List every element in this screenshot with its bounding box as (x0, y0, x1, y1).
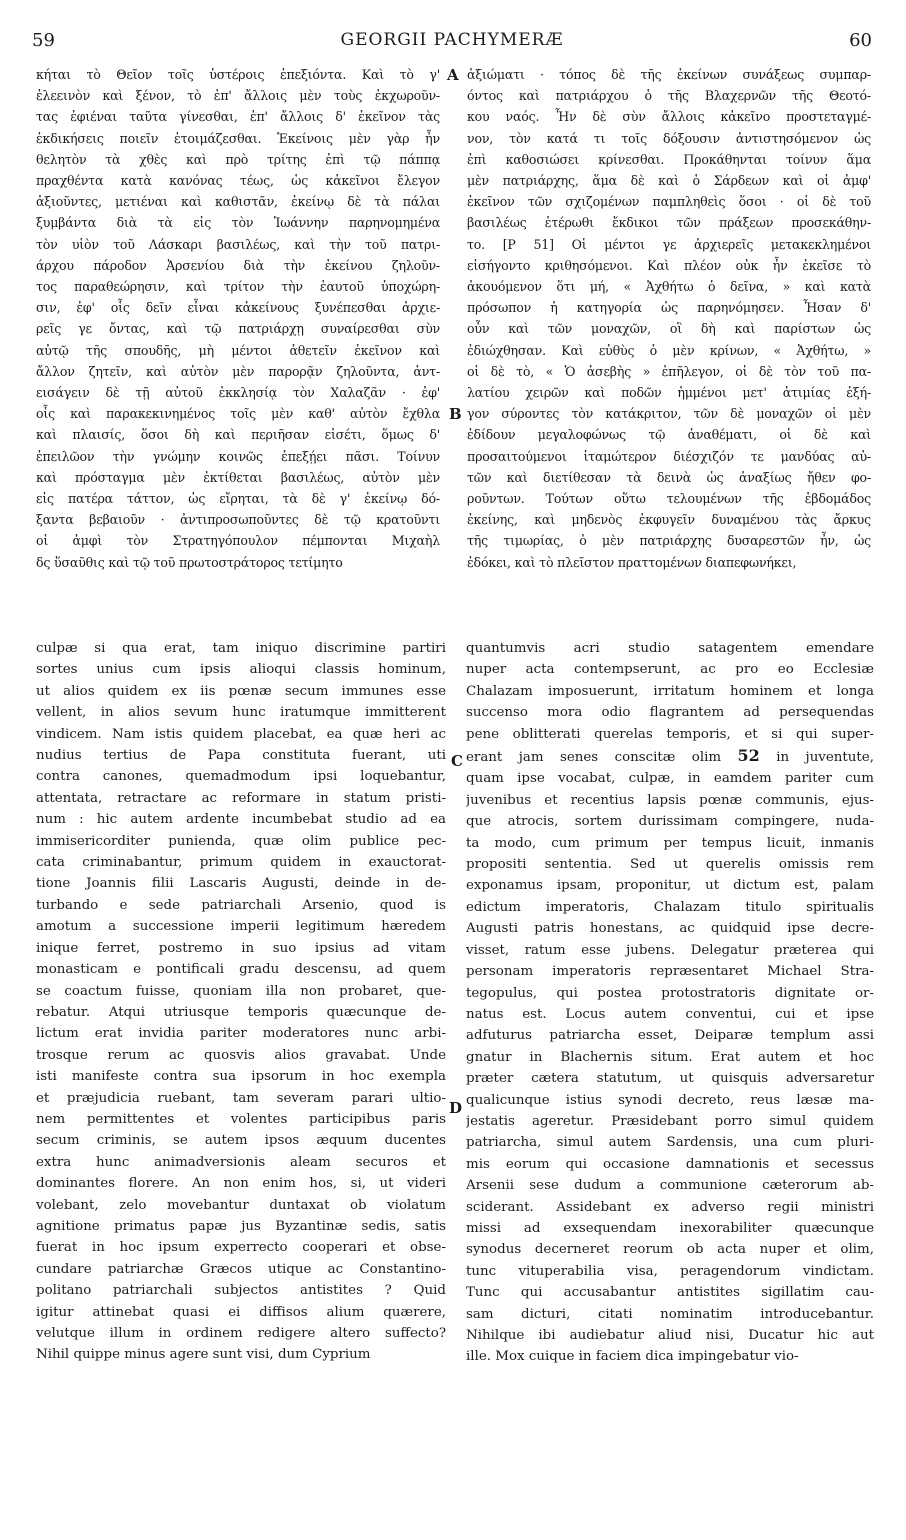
greek-line: άρχου πάροδον Ἀρσενίου διὰ τὴν ἐκείνου ζηλοῦν- (36, 257, 440, 273)
latin-line: propositi sententia. Sed ut querelis omissis rem (466, 857, 874, 873)
latin-line: se coactum fuisse, quoniam illa non probaret, que- (36, 983, 446, 999)
greek-line: ἐδόκει, καὶ τὸ πλεῖστον πραττομένων διαπεφωνήκει, (467, 554, 797, 570)
greek-line: εἰς πατέρα τάττον, ὡς εἴρηται, τὰ δὲ γ' ἐκείνῳ δό- (36, 491, 440, 507)
latin-line: visset, ratum esse jubens. Delegatur præterea qui (466, 942, 874, 958)
latin-line: quam ipse vocabat, culpæ, in eamdem pariter cum (466, 771, 874, 787)
latin-line: gnatur in Blachernis situm. Erat autem et hoc (466, 1049, 874, 1065)
greek-line: τος παραθεώρησιν, καὶ τρίτον τὴν ἑαυτοῦ ὑποχώρη- (36, 279, 440, 295)
greek-line: τῆς τιμωρίας, ὁ μὲν πατριάρχης δυσαρεστῶν ἦν, ὡς (467, 533, 871, 549)
latin-line: igitur attinebat quasi ei diffisos alium quærere, (36, 1304, 446, 1320)
margin-marker-c: C (451, 752, 463, 770)
latin-line: velutque illum in ordinem redigere altero suffecto? (36, 1326, 446, 1341)
latin-line: ille. Mox cuique in faciem dica impingebatur vio- (466, 1349, 799, 1365)
latin-line: fuerat in hoc ipsum experrecto cooperari et obse- (36, 1240, 446, 1256)
latin-line: cata criminabantur, primum quidem in exauctorat- (36, 855, 446, 871)
latin-line: præter cætera statutum, ut quisquis adversaretur (466, 1071, 874, 1087)
greek-line: δς ὕσαῦθις καὶ τῷ τοῦ πρωτοστράτορος τετίμητο (36, 554, 343, 570)
latin-line: monasticam e pontificali gradu descensu, ad quem (36, 962, 446, 978)
latin-line: ta modo, cum primum per tempus licuit, inmanis (466, 835, 874, 851)
latin-line (466, 745, 874, 768)
greek-line: μὲν πατριάρχης, ἅμα δὲ καὶ ὁ Σάρδεων καὶ οἱ ἀμφ' (467, 173, 871, 189)
latin-line: Nihilque ibi audiebatur aliud nisi, Ducatur hic aut (466, 1328, 874, 1343)
margin-marker-a: A (447, 66, 459, 84)
latin-line: succenso mora odio flagrantem ad persequendas (466, 705, 874, 721)
latin-line: sam dicturi, citati nominatim introducebantur. (466, 1306, 874, 1322)
greek-line: τας ἐφιέναι ταῦτα γίνεσθαι, ἐπ' ἄλλοις δ' ἐκεῖνον τὰς (36, 109, 440, 125)
latin-line: culpæ si qua erat, tam iniquo discrimine partiri (36, 641, 446, 656)
latin-translation-right-column (466, 638, 874, 1368)
latin-line: quantumvis acri studio satagentem emendare (466, 641, 874, 656)
margin-marker-d: D (449, 1099, 463, 1117)
latin-line-part: erant jam senes conscitæ olim (466, 750, 738, 766)
latin-line: tegopulus, qui postea protostratoris dignitate or- (466, 985, 874, 1001)
latin-line: exponamus ipsam, proponitur, ut dictum est, palam (466, 878, 874, 894)
greek-line: ἐπὶ καθοσιώσει κρίνεσθαι. Προκάθηνται τοίνυν ἅμα (467, 151, 871, 167)
bracket-page-number: 52 (737, 746, 760, 766)
latin-translation-left-column (36, 638, 446, 1366)
latin-line: Augusti patris honestans, ac quidquid ipse decre- (466, 921, 874, 937)
latin-line: agnitione primatus papæ jus Byzantinæ sedis, satis (36, 1218, 446, 1234)
greek-line: οἷς καὶ παρακεκινημένος τοῖς μὲν καθ' αὐτὸν ἔχθλα (36, 406, 440, 422)
latin-line: dominantes florere. An non enim hos, si, ut videri (36, 1176, 446, 1192)
greek-line: ξαντα βεβαιοῦν · ἀντιπροσωποῦντες δὲ τῷ κρατοῦντι (36, 512, 440, 528)
latin-line: amotum a successione imperii legitimum hæredem (36, 919, 446, 935)
greek-line: αὐτῷ τῆς σπουδῆς, μὴ μέντοι ἀθετεῖν ἐκεῖνον καὶ (36, 342, 440, 358)
latin-line: rebatur. Atqui utriusque temporis quæcunque de- (36, 1004, 446, 1020)
greek-line: καὶ πρόσταγμα μὲν ἐκτίθεται βασιλέως, αὐτὸν μὲν (36, 469, 440, 485)
latin-line: patriarcha, simul autem Sardensis, una cum pluri- (466, 1135, 874, 1151)
greek-line: ἐπειλῶον τὴν γνώμην κοινῶς ἐπεξῄει πᾶσι. Τοίνυν (36, 448, 440, 464)
latin-line: politano patriarchali subjectos antistites ? Quid (36, 1283, 446, 1299)
latin-line: nuper acta contempserunt, ac pro eo Ecclesiæ (466, 662, 874, 678)
latin-line-part: in juventute, (759, 750, 874, 766)
latin-line: pene oblitterati querelas temporis, et si qui super- (466, 726, 874, 742)
latin-line: tione Joannis filii Lascaris Augusti, deinde in de- (36, 876, 446, 892)
latin-line: personam imperatoris repræsentaret Michael Stra- (466, 964, 874, 980)
latin-line: num : hic autem ardente incumbebat studio ad ea (36, 812, 446, 828)
latin-line: que atrocis, sortem durissimam compingere, nuda- (466, 814, 874, 830)
latin-line: vindicem. Nam istis quidem placebat, ea quæ heri ac (36, 726, 446, 742)
greek-line: πρόσωπον ἡ κατηγορία ὡς παρηνόμησεν. Ἦσαν δ' (467, 300, 871, 316)
latin-line: Tunc qui accusabantur antistites sigillatim cau- (466, 1285, 874, 1301)
latin-line: vellent, in alios sevum hunc iratumque immitterent (36, 705, 446, 721)
latin-line: cundare patriarchæ Græcos utique ac Constantino- (36, 1261, 446, 1277)
greek-line: οἱ δὲ τὸ, « Ὁ ἀσεβὴς » ἐπῆλεγον, οἱ δὲ τὸν τοῦ πα- (467, 363, 871, 379)
greek-line: κου ναός. Ἦν δὲ σὺν ἄλλοις κἀκεῖνο προστεταγμέ- (467, 109, 871, 125)
latin-line: isti manifeste contra sua ipsorum in hoc exempla (36, 1069, 446, 1085)
latin-line: Chalazam imposuerunt, irritatum hominem et longa (466, 683, 874, 699)
latin-line: contra canones, quemadmodum ipsi loquebantur, (36, 769, 446, 785)
greek-line: ρεῖς γε ὄντας, καὶ τῷ πατριάρχῃ συναίρεσθαι σὺν (36, 321, 440, 337)
greek-line: εισάγειν δὲ τῇ αὐτοῦ ἐκκλησίᾳ τὸν Χαλαζᾶν · ἐφ' (36, 385, 440, 401)
latin-line: volebant, zelo movebantur duntaxat ob violatum (36, 1197, 446, 1213)
greek-line: νον, τὸν κατά τι τοῖς δόξουσιν ἀντιστησόμενον ὡς (467, 130, 871, 146)
latin-line: secum criminis, se autem ipsos æquum ducentes (36, 1133, 446, 1149)
latin-line: Nihil quippe minus agere sunt visi, dum Cyprium (36, 1347, 371, 1363)
greek-text-left-column (36, 64, 440, 573)
greek-line: οὖν καὶ τῶν μοναχῶν, οἳ δὴ καὶ παρίστων ὡς (467, 321, 871, 337)
greek-line: θελητὸν τὰ χθὲς καὶ πρὸ τρίτης ἐπὶ τῷ πάππᾳ (36, 151, 440, 167)
greek-line: ἀξιοῦντες, μετιέναι καὶ καθιστᾶν, ἐκείνῳ δὲ τὰ πάλαι (36, 194, 440, 210)
latin-line: extra hunc animadversionis aleam securos et (36, 1154, 446, 1170)
greek-line: όντος καὶ πατριάρχου ὁ τῆς Βλαχερνῶν τῆς Θεοτό- (467, 88, 871, 104)
greek-line: ἀκουόμενον ὅτι μή, « Ἀχθήτω ὁ δεῖνα, » καὶ κατὰ (467, 279, 871, 295)
latin-line: tunc vituperabilia visa, peragendorum vindictam. (466, 1263, 874, 1279)
greek-line: βασιλέως ἑτέρωθι ἔκδικοι τῶν πράξεων προσεκάθην- (467, 215, 871, 231)
latin-line: sciderant. Assidebant ex adverso regii ministri (466, 1199, 874, 1215)
greek-line: οἱ ἀμφὶ τὸν Στρατηγόπουλον πέμπονται Μιχαὴλ (36, 533, 440, 549)
latin-line: immisericorditer punienda, quæ olim publice pec- (36, 833, 446, 849)
greek-line: γον σύροντες τὸν κατάκριτον, τῶν δὲ μοναχῶν οἱ μὲν (467, 406, 871, 422)
latin-line: edictum imperatoris, Chalazam titulo spiritualis (466, 899, 874, 915)
greek-line: ἐδίδουν μεγαλοφώνως τῷ ἀναθέματι, οἱ δὲ καὶ (467, 427, 871, 443)
latin-line: attentata, retractare ac reformare in statum pristi- (36, 790, 446, 806)
running-title: GEORGII PACHYMERÆ (340, 30, 564, 50)
latin-line: trosque rerum ac quosvis alios gravabat. Unde (36, 1047, 446, 1063)
latin-line: mis eorum qui occasione damnationis et secessus (466, 1156, 874, 1172)
latin-line: jestatis ageretur. Præsidebant porro simul quidem (466, 1113, 874, 1129)
latin-line: inique ferret, postremo in suo ipsius ad vitam (36, 940, 446, 956)
greek-line: ἐλεεινὸν καὶ ξένον, τὸ ἐπ' ἄλλοις μὲν τοὺς ἐκχωροῦν- (36, 88, 440, 104)
latin-line: turbando e sede patriarchali Arsenio, quod is (36, 897, 446, 913)
latin-line: adfuturus patriarcha esset, Deiparæ templum assi (466, 1028, 874, 1044)
greek-line: τῶν καὶ διετίθεσαν τὰ δεινὰ ὡς ἀναξίως ἤθεν φο- (467, 469, 871, 485)
latin-line: ut alios quidem ex iis pœnæ secum immunes esse (36, 683, 446, 699)
latin-line: missi ad exsequendam inexorabiliter quæcunque (466, 1220, 874, 1236)
latin-line: nudius tertius de Papa constituta fuerant, uti (36, 748, 446, 764)
greek-line: ξυμβάντα διὰ τὰ εἰς τὸν Ἰωάννην παρηνομημένα (36, 215, 440, 231)
greek-line: εἰσήγοντο κριθησόμενοι. Καὶ πλέον οὐκ ἦν ἐκεῖσε τὸ (467, 257, 871, 273)
greek-line: πραχθέντα κατὰ κανόνας τέως, ὡς κἀκεῖνοι ἔλεγον (36, 173, 440, 189)
latin-line: Arsenii sese dudum a communione cæterorum ab- (466, 1178, 874, 1194)
margin-marker-b: B (449, 405, 462, 423)
greek-line: ἐδιώχθησαν. Καὶ εὐθὺς ὁ μὲν κρίνων, « Ἀχθήτω, » (467, 342, 871, 358)
page-header (32, 30, 872, 58)
greek-line: προσαιτούμενοι ἱταμώτερον διέσχιζόν τε μανδύας αὐ- (467, 448, 871, 464)
latin-line: qualicunque istius synodi decreto, reus læsæ ma- (466, 1092, 874, 1108)
latin-line: sortes unius cum ipsis alioqui classis hominum, (36, 662, 446, 678)
greek-line: λατίου χειρῶν καὶ ποδῶν ἡμμένοι μετ' ἀτιμίας ἐξή- (467, 385, 871, 401)
greek-line: ἀξιώματι · τόπος δὲ τῆς ἐκείνων συνάξεως συμπαρ- (467, 67, 871, 82)
greek-line: το. [P 51] Οἱ μέντοι γε ἀρχιερεῖς μετακεκλημένοι (467, 236, 871, 252)
greek-line: ροῦντων. Τούτων οὕτω τελουμένων τῆς ἑβδομάδος (467, 491, 871, 507)
page-number-right: 60 (849, 30, 872, 51)
latin-line: nem permittentes et volentes participibus paris (36, 1111, 446, 1127)
greek-line: τὸν υἱὸν τοῦ Λάσκαρι βασιλέως, καὶ τὴν τοῦ πατρι- (36, 236, 440, 252)
greek-line: ἐκδικήσεις ποιεῖν ἑτοιμάζεσθαι. Ἐκείνοις μὲν γὰρ ἦν (36, 130, 440, 146)
greek-line: σιν, ἐφ' οἷς δεῖν εἶναι κἀκείνους ξυνέπεσθαι ἀρχιε- (36, 300, 440, 316)
page-number-left: 59 (32, 30, 55, 51)
latin-line: natus est. Locus autem conventui, cui et ipse (466, 1006, 874, 1022)
latin-line: lictum erat invidia pariter moderatores nunc arbi- (36, 1026, 446, 1042)
latin-line: synodus decerneret reorum ob acta nuper et olim, (466, 1242, 874, 1258)
column-separator (36, 628, 872, 629)
greek-line: ἐκείνης, καὶ μηδενὸς ἐκφυγεῖν δυναμένου τὰς ἄρκυς (467, 512, 871, 528)
latin-line: et præjudicia ruebant, tam severam parari ultio- (36, 1090, 446, 1106)
greek-line: ἐκεῖνον τῶν σχιζομένων παμπληθεὶς ὅσοι · οἱ δὲ τοῦ (467, 194, 871, 210)
greek-line: κήται τὸ Θεῖον τοῖς ὑστέροις ἐπεξιόντα. Καὶ τὸ γ' (36, 67, 440, 82)
greek-line: ἄλλον ζητεῖν, καὶ αὐτὸν μὲν παρορᾷν ζηλοῦντα, ἀντ- (36, 363, 440, 379)
greek-line: καὶ πλαισίς, ὅσοι δὴ καὶ περιῆσαν εἰσέτι, ὅμως δ' (36, 427, 440, 443)
greek-text-right-column (467, 64, 871, 573)
latin-line: juvenibus et recentius lapsis pœnæ communis, ejus- (466, 792, 874, 808)
